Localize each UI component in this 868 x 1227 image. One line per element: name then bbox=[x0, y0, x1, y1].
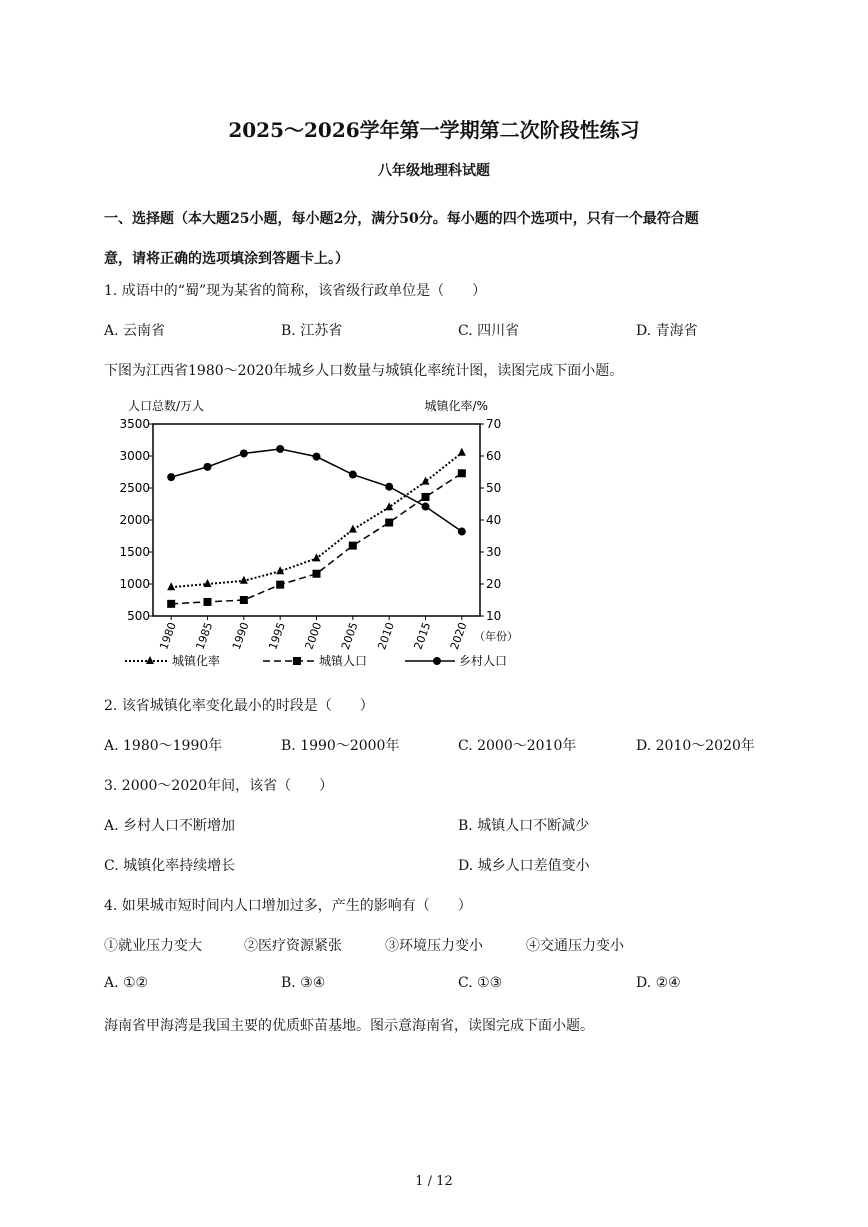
section-heading-line-1: 一、选择题（本大题25小题，每小题2分，满分50分。每小题的四个选项中，只有一个最符合题 bbox=[104, 211, 699, 227]
data-point-circle bbox=[204, 463, 212, 471]
section-heading bbox=[104, 199, 772, 279]
legend-label: 乡村人口 bbox=[459, 654, 508, 668]
x-axis-tick-label: 1990 bbox=[229, 620, 252, 652]
question-4-option-d: D. ②④ bbox=[636, 975, 681, 991]
series-line-triangle bbox=[171, 453, 462, 587]
question-4-stem: 4. 如果城市短时间内人口增加过多，产生的影响有（ ） bbox=[104, 898, 472, 914]
x-axis-tick-label: 2005 bbox=[338, 620, 361, 652]
data-point-square bbox=[458, 469, 466, 477]
legend-marker-circle bbox=[433, 657, 441, 665]
right-axis-tick-label: 70 bbox=[486, 417, 502, 431]
data-point-square bbox=[276, 581, 284, 589]
data-point-square bbox=[240, 596, 248, 604]
series-line-square bbox=[171, 473, 462, 604]
data-point-square bbox=[313, 570, 321, 578]
chart-intro: 下图为江西省1980～2020年城乡人口数量与城镇化率统计图，读图完成下面小题。 bbox=[104, 363, 624, 379]
data-point-triangle bbox=[458, 448, 466, 456]
x-axis-tick-label: 2010 bbox=[375, 620, 397, 652]
question-4-item-4: ④交通压力变小 bbox=[526, 938, 624, 954]
x-axis-tick-label: 1980 bbox=[157, 620, 179, 652]
data-point-square bbox=[167, 600, 175, 608]
left-axis-tick-label: 500 bbox=[127, 609, 150, 623]
right-axis-tick-label: 30 bbox=[486, 545, 502, 559]
data-point-circle bbox=[385, 483, 393, 491]
left-axis-tick-label: 2500 bbox=[119, 481, 150, 495]
data-point-triangle bbox=[349, 525, 357, 533]
page-subtitle: 八年级地理科试题 bbox=[378, 163, 490, 179]
question-4-option-a: A. ①② bbox=[104, 975, 149, 991]
data-point-triangle bbox=[240, 576, 248, 584]
x-axis-tick-label: 1995 bbox=[266, 620, 288, 652]
question-1-option-d: D. 青海省 bbox=[636, 323, 698, 339]
data-point-circle bbox=[422, 503, 430, 511]
left-axis-tick-label: 3000 bbox=[119, 449, 150, 463]
left-axis-tick-label: 2000 bbox=[119, 513, 150, 527]
question-3-stem: 3. 2000～2020年间，该省（ ） bbox=[104, 778, 334, 794]
legend-marker-triangle bbox=[146, 656, 154, 664]
question-2-stem: 2. 该省城镇化率变化最小的时段是（ ） bbox=[104, 698, 374, 714]
data-point-triangle bbox=[204, 579, 212, 587]
question-4-item-1: ①就业压力变大 bbox=[104, 938, 202, 954]
question-3-option-a: A. 乡村人口不断增加 bbox=[104, 818, 236, 834]
data-point-circle bbox=[240, 449, 248, 457]
series-line-circle bbox=[171, 449, 462, 532]
page-title: 2025～2026学年第一学期第二次阶段性练习 bbox=[228, 118, 640, 142]
map-intro: 海南省甲海湾是我国主要的优质虾苗基地。图示意海南省，读图完成下面小题。 bbox=[104, 1018, 594, 1034]
question-1-option-c: C. 四川省 bbox=[458, 323, 520, 339]
data-point-square bbox=[204, 598, 212, 606]
right-axis-title: 城镇化率/% bbox=[424, 399, 488, 413]
data-point-square bbox=[349, 542, 357, 550]
x-axis-tick-label: 2020 bbox=[447, 620, 470, 652]
right-axis-tick-label: 20 bbox=[486, 577, 502, 591]
question-1-option-b: B. 江苏省 bbox=[281, 323, 343, 339]
left-axis-tick-label: 3500 bbox=[119, 417, 150, 431]
urbanization-chart bbox=[100, 392, 530, 677]
x-axis-tick-label: 2000 bbox=[302, 620, 325, 652]
right-axis-tick-label: 50 bbox=[486, 481, 502, 495]
question-4-option-b: B. ③④ bbox=[281, 975, 326, 991]
question-3-option-c: C. 城镇化率持续增长 bbox=[104, 858, 236, 874]
data-point-circle bbox=[313, 453, 321, 461]
left-axis-tick-label: 1500 bbox=[119, 545, 150, 559]
left-axis-title: 人口总数/万人 bbox=[128, 399, 205, 413]
data-point-square bbox=[422, 493, 430, 501]
question-2-option-d: D. 2010～2020年 bbox=[636, 738, 755, 754]
question-4-item-2: ②医疗资源紧张 bbox=[244, 938, 342, 954]
question-4-item-3: ③环境压力变小 bbox=[385, 938, 483, 954]
right-axis-tick-label: 10 bbox=[486, 609, 502, 623]
question-2-option-b: B. 1990～2000年 bbox=[281, 738, 400, 754]
question-4-option-c: C. ①③ bbox=[458, 975, 503, 991]
right-axis-tick-label: 40 bbox=[486, 513, 502, 527]
data-point-square bbox=[385, 519, 393, 527]
x-axis-unit-label: （年份） bbox=[474, 630, 518, 643]
legend-label: 城镇化率 bbox=[172, 654, 221, 668]
data-point-circle bbox=[349, 471, 357, 479]
question-1-option-a: A. 云南省 bbox=[104, 323, 166, 339]
data-point-circle bbox=[167, 473, 175, 481]
left-axis-tick-label: 1000 bbox=[119, 577, 150, 591]
question-2-option-a: A. 1980～1990年 bbox=[104, 738, 223, 754]
data-point-triangle bbox=[167, 582, 175, 590]
question-1-stem: 1. 成语中的“蜀”现为某省的简称，该省级行政单位是（ ） bbox=[104, 283, 487, 299]
page-number: 1 / 12 bbox=[415, 1174, 453, 1189]
question-3-option-b: B. 城镇人口不断减少 bbox=[458, 818, 590, 834]
data-point-circle bbox=[276, 445, 284, 453]
legend-label: 城镇人口 bbox=[319, 654, 368, 668]
question-2-option-c: C. 2000～2010年 bbox=[458, 738, 577, 754]
section-heading-line-2: 意，请将正确的选项填涂到答题卡上。） bbox=[104, 251, 349, 267]
question-3-option-d: D. 城乡人口差值变小 bbox=[458, 858, 590, 874]
x-axis-tick-label: 1985 bbox=[193, 620, 216, 652]
data-point-triangle bbox=[313, 553, 321, 561]
right-axis-tick-label: 60 bbox=[486, 449, 502, 463]
legend-marker-square bbox=[293, 657, 301, 665]
x-axis-tick-label: 2015 bbox=[411, 620, 434, 652]
data-point-circle bbox=[458, 528, 466, 536]
